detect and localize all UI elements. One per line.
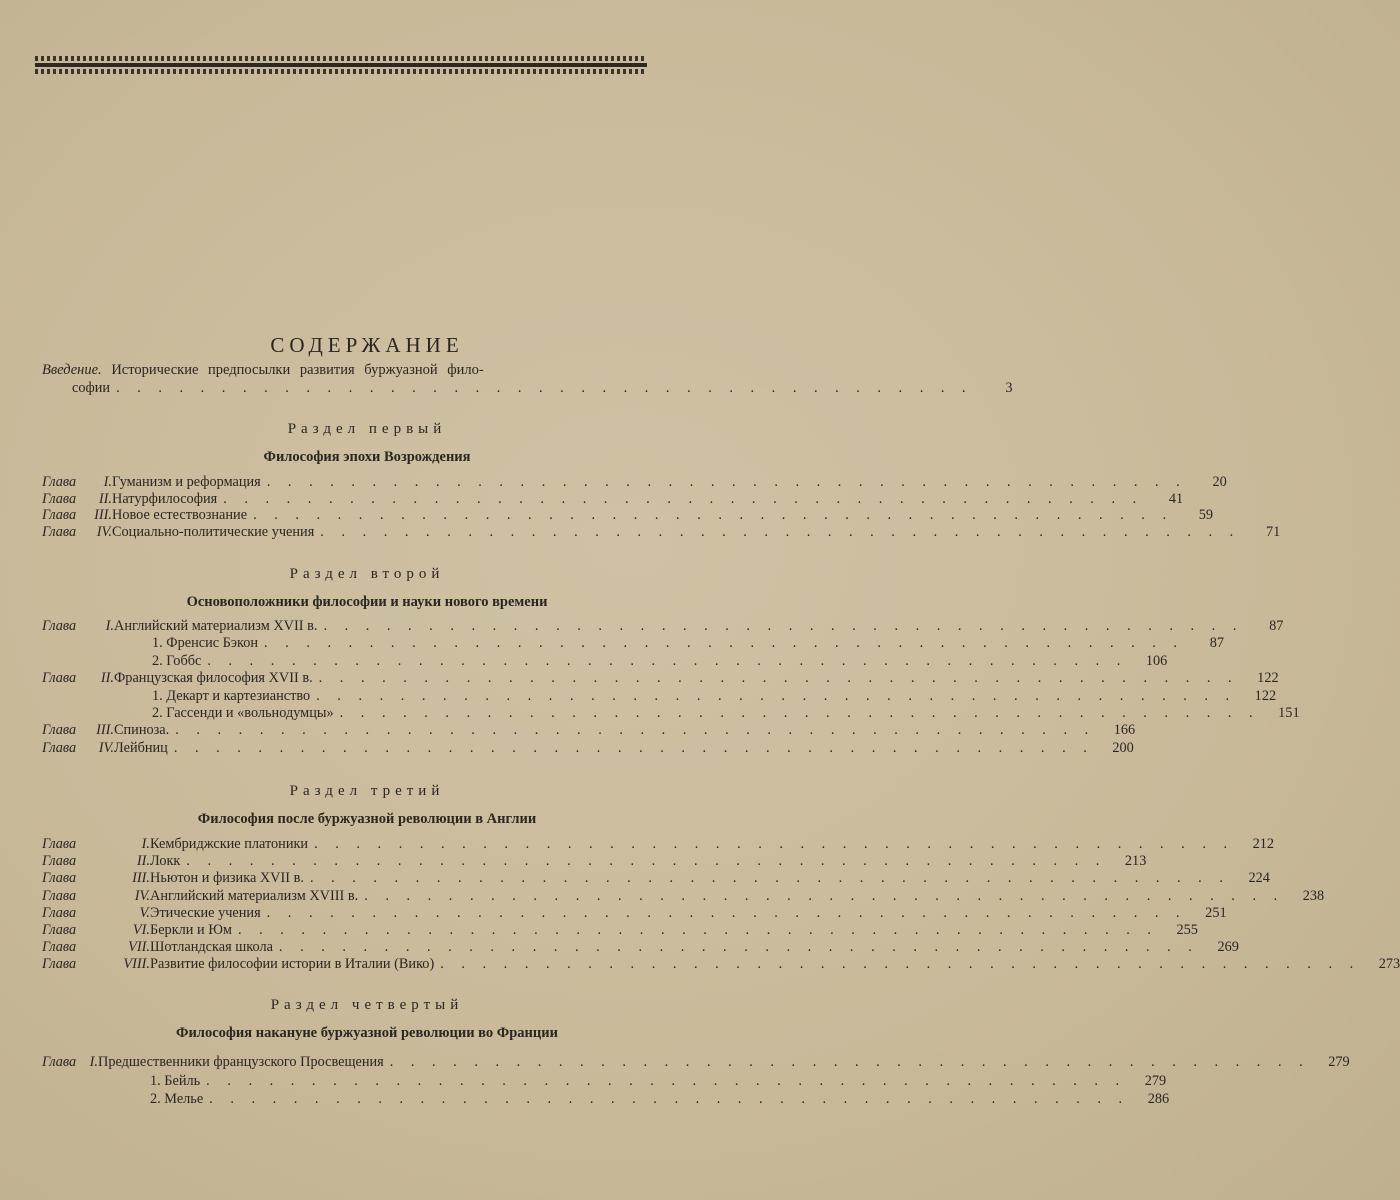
toc-entry <box>42 474 1227 491</box>
page-number: 251 <box>1205 904 1227 921</box>
toc-subentry <box>152 652 1168 670</box>
dot-leader: . . . . . . . . . . . . . . . . . . . . . . . . . . . . . . . . . . . . . . . . . . . . <box>440 956 1361 973</box>
dot-leader: . . . . . . . . . . . . . . . . . . . . . . . . . . . . . . . . . . . . . . . . . . . . <box>207 652 1128 669</box>
intro-label: Введение. <box>42 362 102 378</box>
dot-leader: . . . . . . . . . . . . . . . . . . . . . . . . . . . . . . . . . . . . . . . . . . . . <box>266 474 1187 490</box>
page-number: 41 <box>1168 490 1184 507</box>
page-number: 122 <box>1254 687 1277 704</box>
section-heading: Философия накануне буржуазной революции во Франции <box>176 1025 558 1041</box>
entry-title: Натурфилософия <box>112 490 218 507</box>
entry-title: Этические учения <box>150 904 261 921</box>
chapter-numeral: VII. <box>128 939 150 956</box>
chapter-numeral: I. <box>105 618 114 634</box>
chapter-word: Глава <box>42 722 77 739</box>
dot-leader: . . . . . . . . . . . . . . . . . . . . . . . . . . . . . . . . . . . . . . . . . . . . <box>253 507 1174 524</box>
chapter-numeral: III. <box>94 507 112 524</box>
page-number: 255 <box>1176 922 1198 938</box>
page-number: 213 <box>1124 853 1147 870</box>
toc-entry <box>42 870 1270 887</box>
toc-subentry <box>152 635 1224 652</box>
toc-subentry <box>152 687 1277 705</box>
chapter-numeral: V. <box>139 904 150 921</box>
chapter-word: Глава <box>42 904 77 921</box>
dot-leader: . . . . . . . . . . . . . . . . . . . . . . . . . . . . . . . . . . . . . . . . . . . . <box>278 939 1199 956</box>
page-number: 166 <box>1113 722 1136 739</box>
entry-title: Развитие философии истории в Италии (Вико) <box>150 956 435 973</box>
chapter-numeral: III. <box>96 722 114 739</box>
dot-leader: . . . . . . . . . . . . . . . . . . . . . . . . . . . . . . . . . . . . . . . . . . . . <box>175 722 1096 739</box>
page-title: СОДЕРЖАНИЕ <box>270 333 464 357</box>
entry-title: Беркли и Юм <box>150 922 232 938</box>
chapter-label <box>42 836 150 853</box>
chapter-numeral: VI. <box>132 922 150 938</box>
dot-leader: . . . . . . . . . . . . . . . . . . . . . . . . . . . . . . . . . . . . . . . . . . . . <box>206 1072 1127 1089</box>
chapter-word: Глава <box>42 922 77 938</box>
chapter-word: Глава <box>42 956 77 973</box>
dot-leader: . . . . . . . . . . . . . . . . . . . . . . . . . . . . . . . . . . . . . . . . . . . . <box>237 922 1158 938</box>
toc-entry <box>42 490 1184 508</box>
intro-title-line2: софии <box>72 380 111 396</box>
page-number: 200 <box>1112 739 1134 756</box>
intro-entry <box>42 362 484 379</box>
intro-title-line1: Исторические предпосылки развития буржуазной фило- <box>111 362 484 378</box>
dot-leader: . . . . . . . . . . . . . . . . . . . . . . . . . . . . . . . . . . . . . . . . . . . . <box>223 490 1144 507</box>
entry-title: Предшественники французского Просвещения <box>98 1054 384 1070</box>
page-number: 20 <box>1212 474 1227 490</box>
page-number: 3 <box>1005 380 1013 396</box>
chapter-numeral: I. <box>89 1054 98 1070</box>
chapter-label <box>42 922 150 939</box>
toc-entry <box>42 670 1279 687</box>
chapter-numeral: IV. <box>96 523 112 540</box>
dot-leader: . . . . . . . . . . . . . . . . . . . . . . . . . . . . . . . . . . . . . . . . . . . . <box>320 523 1241 540</box>
chapter-word: Глава <box>42 474 77 490</box>
section-heading: Философия после буржуазной революции в Англии <box>197 811 537 827</box>
chapter-numeral: VIII. <box>123 956 150 973</box>
entry-title: 2. Мелье <box>150 1091 204 1107</box>
entry-title: Шотландская школа <box>150 939 273 956</box>
page-number: 87 <box>1209 635 1224 652</box>
chapter-label <box>42 740 114 757</box>
page-number: 87 <box>1269 618 1284 634</box>
chapter-word: Глава <box>42 490 77 507</box>
entry-title: 2. Гоббс <box>152 652 202 669</box>
page-number: 269 <box>1217 939 1239 956</box>
chapter-label <box>42 722 114 739</box>
chapter-word: Глава <box>42 670 77 687</box>
chapter-label <box>42 870 150 887</box>
dot-leader: . . . . . . . . . . . . . . . . . . . . . . . . . . . . . . . . . . . . . . . . . . . . <box>339 705 1260 721</box>
toc-subentry <box>150 1072 1167 1090</box>
chapter-label <box>42 474 112 491</box>
section-name: Раздел второй <box>289 566 445 582</box>
decorative-ornament-border <box>35 56 647 74</box>
chapter-label <box>42 670 114 687</box>
entry-title: Английский материализм XVII в. <box>114 618 318 634</box>
entry-title: Французская философия XVII в. <box>114 670 313 687</box>
chapter-word: Глава <box>42 853 77 870</box>
entry-title: Лейбниц <box>114 739 168 756</box>
page-number: 106 <box>1145 652 1168 669</box>
toc-entry <box>42 922 1198 939</box>
page-number: 238 <box>1302 887 1325 904</box>
section-name: Раздел четвертый <box>270 997 464 1013</box>
entry-title: 1. Френсис Бэкон <box>152 635 259 652</box>
chapter-numeral: I. <box>103 474 112 490</box>
page-number: 71 <box>1265 523 1281 540</box>
chapter-label <box>42 956 150 973</box>
dot-leader: . . . . . . . . . . . . . . . . . . . . . . . . . . . . . . . . . . . . . . . . . . . . <box>316 687 1237 704</box>
chapter-word: Глава <box>42 939 77 956</box>
dot-leader: . . . . . . . . . . . . . . . . . . . . . . . . . . . . . . . . . . . . . . . . . . . . <box>318 670 1239 687</box>
page-number: 286 <box>1147 1091 1170 1107</box>
page-number: 279 <box>1144 1072 1167 1089</box>
chapter-label <box>42 524 112 541</box>
page-number: 122 <box>1257 670 1279 687</box>
toc-entry <box>42 836 1275 853</box>
chapter-label <box>42 507 112 524</box>
toc-entry <box>42 887 1325 905</box>
chapter-numeral: II. <box>100 670 114 687</box>
toc-entry <box>42 853 1147 870</box>
dot-leader: . . . . . . . . . . . . . . . . . . . . . . . . . . . . . . . . . . . . . . . . . . . . <box>186 853 1107 870</box>
toc-entry <box>42 904 1227 922</box>
entry-title: Ньютон и физика XVII в. <box>150 870 304 887</box>
dot-leader: . . . . . . . . . . . . . . . . . . . . . . . . . . . . . . . . . . . . . . . . . . . . <box>209 1091 1130 1107</box>
toc-subentry <box>150 1091 1170 1108</box>
page-number: 273 <box>1378 956 1400 973</box>
dot-leader: . . . . . . . . . . . . . . . . . . . . . . . . . . . . . . . . . . . . . . . . . . . . <box>323 618 1244 634</box>
page-number: 279 <box>1328 1054 1350 1070</box>
chapter-label <box>42 939 150 956</box>
toc-entry <box>42 1054 1350 1071</box>
intro-entry-line2 <box>72 380 1013 397</box>
section-heading: Философия эпохи Возрождения <box>263 449 471 465</box>
chapter-label <box>42 1054 98 1071</box>
entry-title: Кембриджские платоники <box>150 836 309 852</box>
toc-entry <box>42 722 1136 739</box>
toc-entry <box>42 939 1239 956</box>
entry-title: Новое естествознание <box>112 507 248 524</box>
chapter-numeral: II. <box>136 853 150 870</box>
dot-leader: . . . . . . . . . . . . . . . . . . . . . . . . . . . . . . . . . . . . . . . . . . . . <box>389 1054 1310 1070</box>
toc-entry <box>42 618 1284 635</box>
section-name: Раздел третий <box>289 783 445 799</box>
dot-leader: . . . . . . . . . . . . . . . . . . . . . . . . . . . . . . . . . . . . . . . . . <box>116 380 973 396</box>
toc-entry <box>42 739 1134 757</box>
chapter-label <box>42 853 150 870</box>
dot-leader: . . . . . . . . . . . . . . . . . . . . . . . . . . . . . . . . . . . . . . . . . . . . <box>173 739 1094 756</box>
chapter-label <box>42 491 112 508</box>
entry-title: 1. Бейль <box>150 1072 201 1089</box>
section-name: Раздел первый <box>287 421 447 437</box>
dot-leader: . . . . . . . . . . . . . . . . . . . . . . . . . . . . . . . . . . . . . . . . . . . . <box>314 836 1235 852</box>
entry-title: Гуманизм и реформация <box>112 474 261 490</box>
entry-title: 1. Декарт и картезианство <box>152 687 311 704</box>
chapter-numeral: IV. <box>98 739 114 756</box>
page-number: 224 <box>1248 870 1270 887</box>
chapter-word: Глава <box>42 507 77 524</box>
page-number: 59 <box>1198 507 1214 524</box>
section-heading: Основоположники философии и науки нового времени <box>186 594 548 610</box>
chapter-label <box>42 905 150 922</box>
chapter-word: Глава <box>42 887 77 904</box>
chapter-numeral: II. <box>98 490 112 507</box>
chapter-word: Глава <box>42 618 77 634</box>
chapter-label <box>42 618 114 635</box>
entry-title: Локк <box>150 853 181 870</box>
entry-title: Английский материализм XVIII в. <box>150 887 359 904</box>
chapter-word: Глава <box>42 836 77 852</box>
dot-leader: . . . . . . . . . . . . . . . . . . . . . . . . . . . . . . . . . . . . . . . . . . . . <box>266 904 1187 921</box>
dot-leader: . . . . . . . . . . . . . . . . . . . . . . . . . . . . . . . . . . . . . . . . . . . . <box>309 870 1230 887</box>
chapter-label <box>42 888 150 905</box>
toc-entry <box>42 523 1281 541</box>
toc-subentry <box>152 705 1300 722</box>
chapter-numeral: III. <box>132 870 150 887</box>
entry-title: 2. Гассенди и «вольнодумцы» <box>152 705 334 721</box>
entry-title: Социально-политические учения <box>112 523 315 540</box>
toc-entry <box>42 956 1400 973</box>
dot-leader: . . . . . . . . . . . . . . . . . . . . . . . . . . . . . . . . . . . . . . . . . . . . <box>264 635 1184 652</box>
chapter-numeral: I. <box>141 836 150 852</box>
entry-title: Спиноза. <box>114 722 170 739</box>
dot-leader: . . . . . . . . . . . . . . . . . . . . . . . . . . . . . . . . . . . . . . . . . . . . <box>364 887 1285 904</box>
chapter-word: Глава <box>42 870 77 887</box>
chapter-word: Глава <box>42 523 77 540</box>
page-number: 151 <box>1278 705 1300 721</box>
chapter-numeral: IV. <box>134 887 150 904</box>
chapter-word: Глава <box>42 1054 77 1070</box>
chapter-word: Глава <box>42 739 77 756</box>
page-number: 212 <box>1252 836 1275 852</box>
toc-entry <box>42 507 1214 524</box>
